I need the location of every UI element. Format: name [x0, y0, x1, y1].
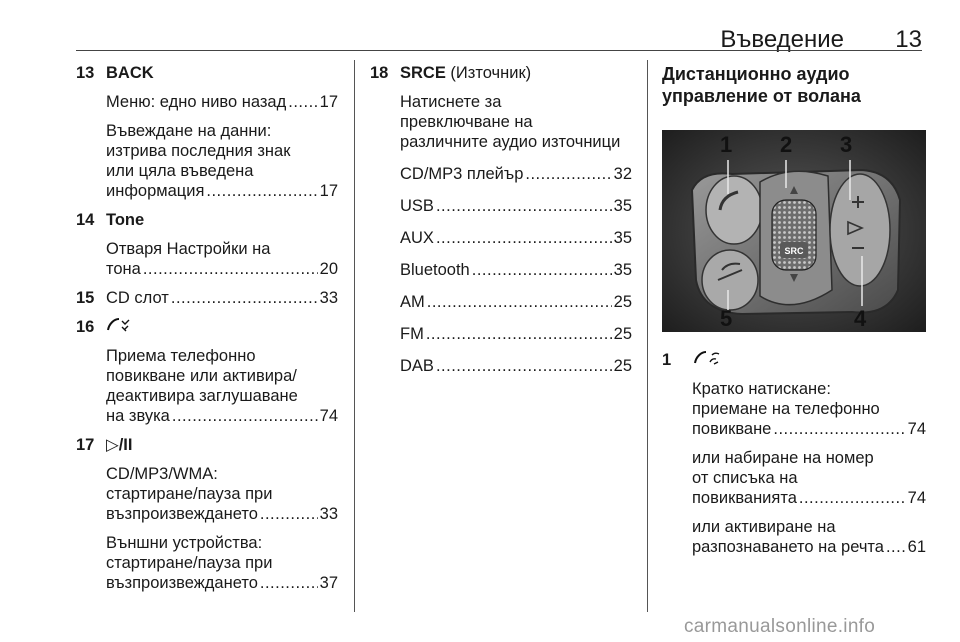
entry-heading: Tone: [106, 211, 145, 229]
toc-line[interactable]: Меню: едно ниво назад ..... 17: [106, 92, 338, 112]
text-block: или набиране на номер от списъка на повикванията ..... 74: [692, 448, 926, 508]
entry-13: [76, 63, 338, 201]
section-title: Дистанционно аудио управление от волана: [662, 64, 861, 106]
toc-line[interactable]: тона ..... 20: [106, 259, 338, 279]
text-block: Натиснете за превключване на различните аудио източници: [400, 93, 621, 151]
toc-line[interactable]: повикване ..... 74: [692, 419, 926, 439]
text-block: или активиране на разпознаването на речта ..... 61: [692, 517, 926, 557]
page-header: [0, 24, 960, 54]
entry-18: 18 SRCE (Източник) Натиснете за превключване на различните аудио източници CD/MP3 плейър ..... 32 USB ..... 35 AUX ..... 35 Bluetooth ..... 35 AM ..... 25 FM ..... 25 DAB ..... 25: [370, 63, 632, 376]
play-pause-icon: ▷/II: [106, 436, 133, 454]
toc-line[interactable]: AM ..... 25: [400, 292, 632, 312]
toc-line[interactable]: CD слот ..... 33: [106, 288, 338, 308]
text-block: Външни устройства: стартиране/пауза при възпроизвеждането ..... 37: [106, 533, 338, 593]
toc-line[interactable]: информация ..... 17: [106, 181, 338, 201]
header-rule: [76, 50, 922, 51]
toc-line[interactable]: повикванията ..... 74: [692, 488, 926, 508]
toc-line[interactable]: CD/MP3 плейър ..... 32: [400, 164, 632, 184]
toc-line[interactable]: AUX ..... 35: [400, 228, 632, 248]
column-3: [662, 63, 926, 107]
toc-line[interactable]: DAB ..... 25: [400, 356, 632, 376]
item-1: [662, 350, 926, 557]
callout-4: 4: [854, 306, 867, 331]
toc-line[interactable]: USB ..... 35: [400, 196, 632, 216]
column-3-items: [662, 350, 926, 557]
entry-heading: BACK: [106, 64, 154, 82]
toc-line[interactable]: на звука ..... 74: [106, 406, 338, 426]
toc-line[interactable]: възпроизвеждането ..... 33: [106, 504, 338, 524]
entry-16: [76, 317, 338, 426]
callout-3: 3: [840, 132, 853, 157]
column-divider-2: [647, 60, 648, 612]
phone-voice-icon: [692, 350, 926, 370]
text-block: Въвеждане на данни: изтрива последния знак или цяла въведена информация ..... 17: [106, 121, 338, 201]
callout-1: 1: [720, 132, 733, 157]
entry-14: [76, 210, 338, 279]
entry-17: [76, 435, 338, 593]
text-block: CD/MP3/WMA: стартиране/пауза при възпроизвеждането ..... 33: [106, 464, 338, 524]
callout-5: 5: [720, 306, 733, 331]
entry-number: 15: [76, 289, 95, 307]
header-title: Въведение: [720, 26, 844, 53]
entry-number: 1: [662, 351, 672, 369]
toc-line[interactable]: разпознаването на речта ..... 61: [692, 537, 926, 557]
entry-heading: SRCE: [400, 64, 446, 82]
entry-15: [76, 288, 338, 308]
toc-line[interactable]: Bluetooth ..... 35: [400, 260, 632, 280]
steering-wheel-controls-figure: [662, 130, 926, 332]
entry-number: 14: [76, 211, 95, 229]
callout-2: 2: [780, 132, 793, 157]
phone-mute-icon: [106, 317, 338, 337]
toc-line[interactable]: възпроизвеждането ..... 37: [106, 573, 338, 593]
text-block: Приема телефонно повикване или активира/ деактивира заглушаване на звука ..... 74: [106, 346, 338, 426]
toc-line[interactable]: FM ..... 25: [400, 324, 632, 344]
src-button-label: SRC: [784, 246, 804, 256]
text-block: Кратко натискане: приемане на телефонно повикване ..... 74: [692, 379, 926, 439]
page-number: 13: [895, 26, 922, 53]
column-1: [76, 63, 338, 593]
entry-number: 13: [76, 64, 95, 82]
entry-number: 17: [76, 436, 95, 454]
entry-number: 16: [76, 318, 95, 336]
entry-number: 18: [370, 64, 389, 82]
text-block: [106, 92, 338, 112]
column-divider-1: [354, 60, 355, 612]
column-2: [370, 63, 632, 376]
watermark: carmanualsonline.info: [684, 616, 876, 637]
text-block: Отваря Настройки на тона ..... 20: [106, 239, 338, 279]
